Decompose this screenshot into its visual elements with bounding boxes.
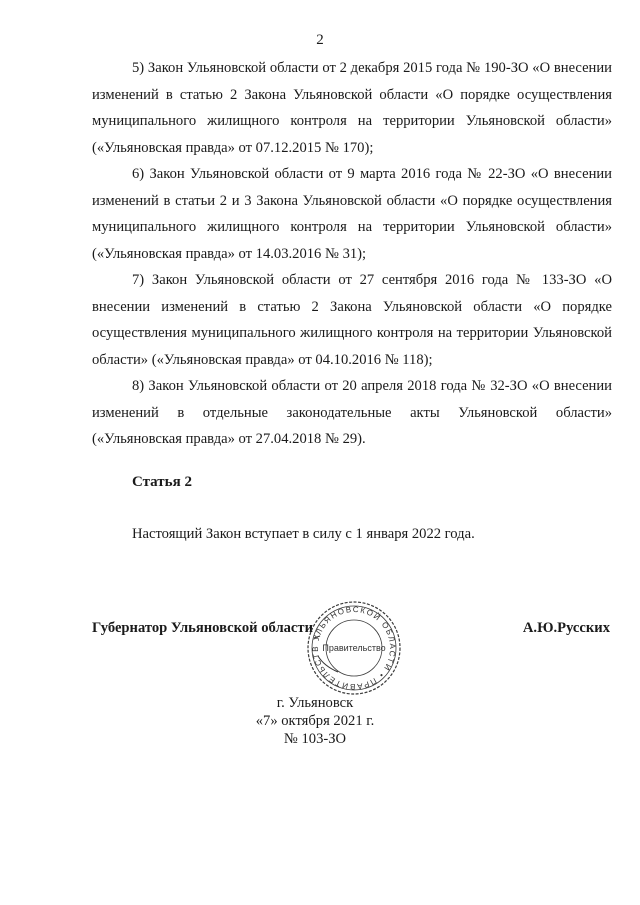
seal-stamp-icon bbox=[304, 598, 404, 698]
svg-text:Правительство: Правительство bbox=[322, 643, 386, 653]
page-number: 2 bbox=[316, 32, 324, 48]
document-number: № 103-ЗО bbox=[283, 731, 347, 747]
list-item: 6) Закон Ульяновской области от 9 марта 2016 года № 22-ЗО «О внесении изменений в статьи 2 и 3 Закона Ульяновской области «О порядке осуществления муниципального жилищного контроля на территории Ульяновской области» («Ульяновская правда» от 14.03.2016 № 31); bbox=[92, 166, 612, 262]
document-footer bbox=[240, 694, 390, 748]
amended-laws-list bbox=[92, 55, 612, 453]
article-text: Настоящий Закон вступает в силу с 1 января 2022 года. bbox=[132, 526, 475, 542]
list-item: 5) Закон Ульяновской области от 2 декабря 2015 года № 190-ЗО «О внесении изменений в статью 2 Закона Ульяновской области «О порядке осуществления муниципального жилищного контроля на территории Ульяновской области» («Ульяновская правда» от 07.12.2015 № 170); bbox=[92, 60, 612, 156]
signatory-title: Губернатор Ульяновской области bbox=[92, 620, 313, 636]
city: г. Ульяновск bbox=[276, 695, 354, 711]
document-date: «7» октября 2021 г. bbox=[255, 713, 375, 729]
list-item: 8) Закон Ульяновской области от 20 апреля 2018 года № 32-ЗО «О внесении изменений в отдельные законодательные акты Ульяновской области» («Ульяновская правда» от 27.04.2018 № 29). bbox=[92, 378, 612, 447]
list-item: 7) Закон Ульяновской области от 27 сентября 2016 года № 133-ЗО «О внесении изменений в статью 2 Закона Ульяновской области «О порядке осуществления муниципального жилищного контроля на территории Ульяновской области» («Ульяновская правда» от 04.10.2016 № 118); bbox=[92, 272, 612, 368]
svg-text:УЛЬЯНОВСКОЙ ОБЛАСТИ • ПРАВИТЕЛ: УЛЬЯНОВСКОЙ ОБЛАСТИ • ПРАВИТЕЛЬСТВ bbox=[310, 604, 398, 692]
signatory-name: А.Ю.Русских bbox=[522, 620, 610, 636]
official-seal bbox=[304, 598, 404, 698]
article-heading: Статья 2 bbox=[132, 474, 192, 490]
